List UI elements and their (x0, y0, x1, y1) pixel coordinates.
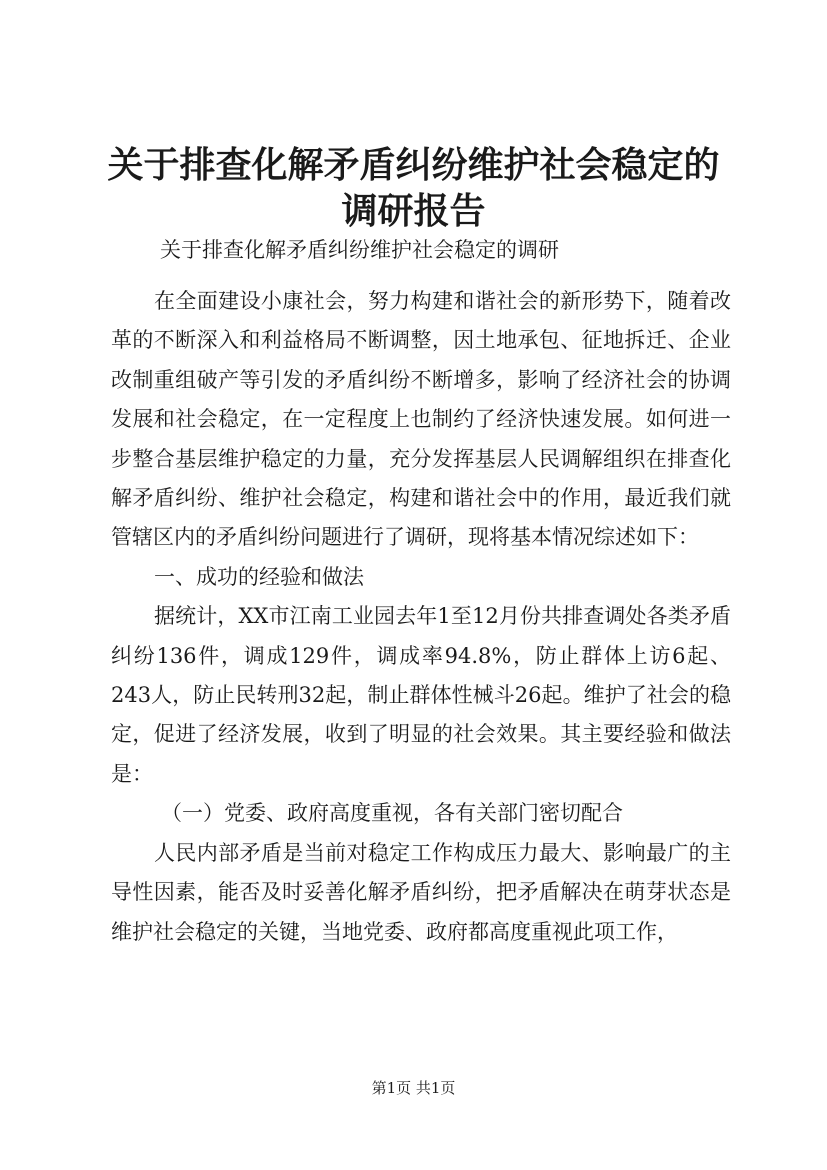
document-subtitle: 关于排查化解矛盾纠纷维护社会稳定的调研 (160, 238, 559, 262)
section-heading-1: 一、成功的经验和做法 (154, 564, 364, 589)
paragraph-intro: 在全面建设小康社会，努力构建和谐社会的新形势下，随着改革的不断深入和利益格局不断调整，因土地承包、征地拆迁、企业改制重组破产等引发的矛盾纠纷不断增多，影响了经济社会的协调发展和社会稳定，在一定程度上也制约了经济快速发展。如何进一步整合基层维护稳定的力量，充分发挥基层人民调解组织在排查化解矛盾纠纷、维护社会稳定，构建和谐社会中的作用，最近我们就管辖区内的矛盾纠纷问题进行了调研，现将基本情况综述如下： (111, 289, 731, 550)
document-body (111, 282, 731, 952)
subsection-heading-1: （一）党委、政府高度重视，各有关部门密切配合 (161, 801, 623, 826)
document-title: 关于排查化解矛盾纠纷维护社会稳定的调研报告 (107, 144, 720, 232)
page-footer: 第1页 共1页 (371, 1079, 456, 1097)
paragraph-statistics: 据统计，XX市江南工业园去年1至12月份共排查调处各类矛盾纠纷136件，调成129件，调成率94.8%，防止群体上访6起、243人，防止民转刑32起，制止群体性械斗26起。维护了社会的稳定，促进了经济发展，收到了明显的社会效果。其主要经验和做法是： (111, 604, 731, 786)
paragraph-importance: 人民内部矛盾是当前对稳定工作构成压力最大、影响最广的主导性因素，能否及时妥善化解矛盾纠纷，把矛盾解决在萌芽状态是维护社会稳定的关键，当地党委、政府都高度重视此项工作， (111, 840, 731, 944)
